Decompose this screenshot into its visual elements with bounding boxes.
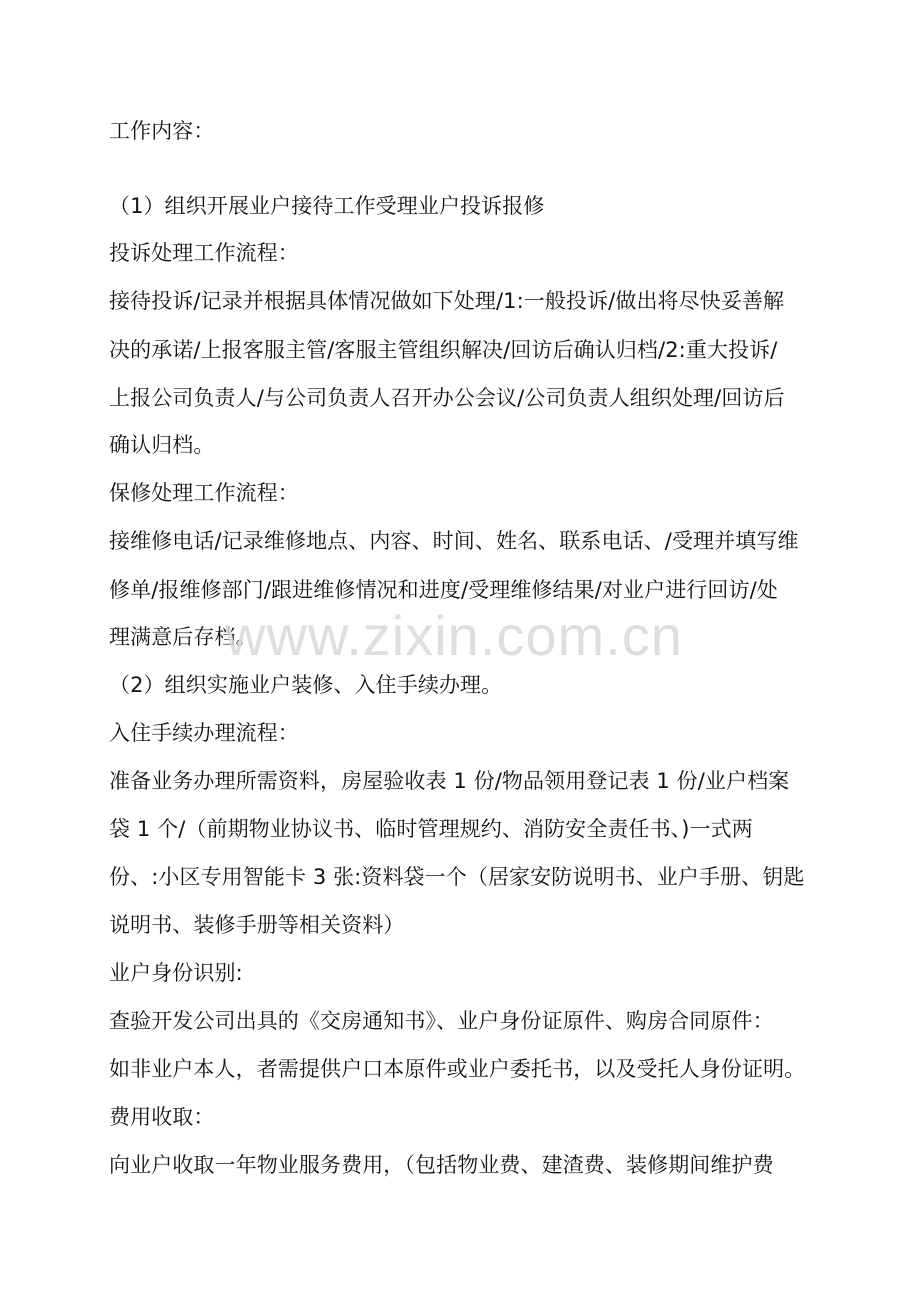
- repair-process-text: 修单/报维修部门/跟进维修情况和进度/受理维修结果/对业户进行回访/处: [109, 578, 778, 602]
- identity-check-text: 如非业户本人，者需提供户口本原件或业户委托书，以及受托人身份证明。: [109, 1057, 806, 1081]
- move-in-process-text: 袋 1 个/（前期物业协议书、临时管理规约、消防安全责任书、)一式两: [109, 817, 753, 841]
- identity-check-text: 查验开发公司出具的《交房通知书》、业户身份证原件、购房合同原件：: [109, 1009, 774, 1033]
- section-1-title: （1）组织开展业户接待工作受理业户投诉报修: [109, 194, 545, 218]
- move-in-process-text: 说明书、装修手册等相关资料）: [109, 913, 405, 937]
- repair-process-heading: 保修处理工作流程：: [109, 481, 299, 505]
- repair-process-text: 理满意后存档。: [109, 625, 257, 649]
- complaint-process-text: 接待投诉/记录并根据具体情况做如下处理/1:一般投诉/做出将尽快妥善解: [109, 289, 785, 313]
- move-in-process-heading: 入住手续办理流程：: [109, 721, 299, 745]
- identity-check-heading: 业户身份识别:: [109, 961, 243, 985]
- complaint-process-text: 决的承诺/上报客服主管/客服主管组织解决/回访后确认归档/2:重大投诉/: [109, 338, 778, 362]
- move-in-process-text: 份、:小区专用智能卡 3 张:资料袋一个（居家安防说明书、业户手册、钥匙: [109, 865, 805, 889]
- repair-process-text: 接维修电话/记录维修地点、内容、时间、姓名、联系电话、/受理并填写维: [109, 529, 799, 553]
- fee-collection-text: 向业户收取一年物业服务费用，（包括物业费、建渣费、装修期间维护费: [109, 1153, 774, 1177]
- complaint-process-heading: 投诉处理工作流程：: [109, 241, 299, 265]
- section-2-title: （2）组织实施业户装修、入住手续办理。: [109, 673, 503, 697]
- complaint-process-text: 上报公司负责人/与公司负责人召开办公会议/公司负责人组织处理/回访后: [109, 386, 785, 410]
- complaint-process-text: 确认归档。: [109, 433, 215, 457]
- fee-collection-heading: 费用收取：: [109, 1105, 215, 1129]
- heading-work-content: 工作内容：: [109, 119, 215, 143]
- move-in-process-text: 准备业务办理所需资料，房屋验收表 1 份/物品领用登记表 1 份/业户档案: [109, 769, 790, 793]
- watermark: www.zixin.com.cn: [225, 604, 683, 667]
